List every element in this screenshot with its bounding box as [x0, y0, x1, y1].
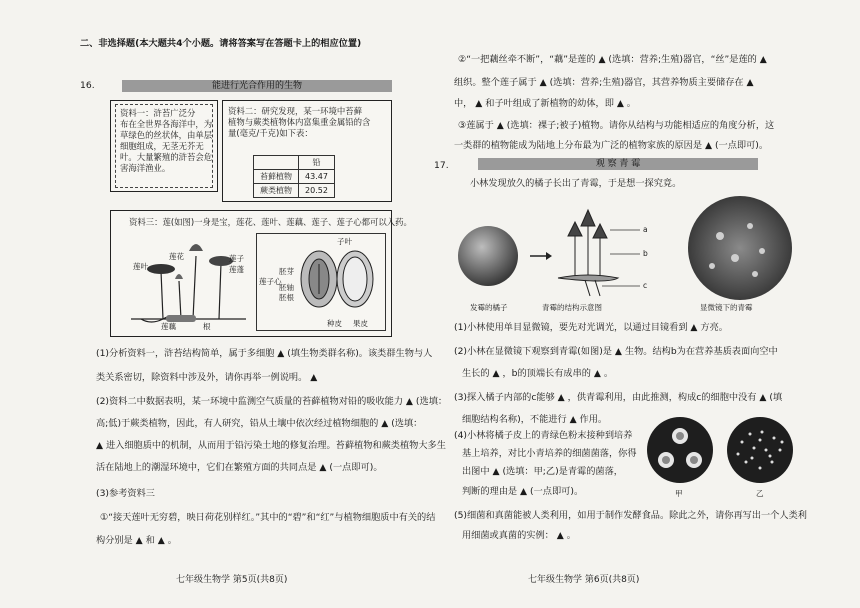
- material-2-box: [222, 100, 392, 202]
- q3-2-line: ②“一把藕丝牵不断”，“藕”是莲的 ▲ (选填：营养;生殖)器官，“丝”是莲的 ▲: [458, 54, 767, 65]
- q17-4-line: 出图中 ▲ (选填：甲;乙)是青霉的菌落，: [462, 466, 623, 477]
- table-header: 铅: [299, 156, 335, 170]
- label-plumule: 胚芽: [279, 267, 294, 276]
- material-1-box: [110, 100, 218, 192]
- q2-line: ▲ 进入细胞质中的机制，从而用于铅污染土地的修复治理。苔藓植物和蕨类植物大多生: [96, 440, 446, 451]
- q17-2-line: 生长的 ▲ ，b的顶端长有成串的 ▲ 。: [462, 368, 614, 379]
- table-row: [254, 170, 335, 184]
- label-radicle: 胚根: [279, 293, 294, 302]
- material-2-line: 量(毫克/千克)如下表：: [228, 128, 313, 138]
- q17-3-line: 细胞结构名称)，不能进行 ▲ 作用。: [462, 414, 608, 425]
- lead-content-table: [253, 155, 335, 198]
- table-cell: 43.47: [299, 170, 335, 184]
- material-1-line: 叶。大量繁殖的浒苔会危: [120, 152, 213, 162]
- material-1-line: 草绿色的丝状体，由单层: [120, 130, 213, 140]
- q3-2-line: 中， ▲ 和子叶组成了新植物的幼体，即 ▲ 。: [454, 98, 636, 109]
- q17-4-line: 判断的理由是 ▲ (一点即可)。: [462, 486, 584, 497]
- question-16-number: 16.: [80, 80, 95, 91]
- table-row: [254, 184, 335, 198]
- q17-2-line: (2)小林在显微镜下观察到青霉(如图)是 ▲ 生物。结构b为在营养基质表面向空中: [454, 346, 778, 357]
- label-cotyledon: 子叶: [337, 237, 352, 246]
- q1-line: (1)分析资料一，浒苔结构简单，属于多细胞 ▲ (填生物类群名称)。该类群生物与人: [96, 348, 433, 359]
- q17-5-line: (5)细菌和真菌能被人类利用，如用于制作发酵食品。除此之外，请你再写出一个人类利: [454, 510, 807, 521]
- label-b: b: [643, 249, 648, 258]
- label-lotus-seed: 莲子: [229, 254, 244, 263]
- material-3-title: 资料三：莲(如图)一身是宝，莲花、莲叶、莲藕、莲子、莲子心都可以入药。: [129, 217, 412, 227]
- petri-dishes: [642, 414, 802, 486]
- q3-3-line: 一类群的植物能成为陆地上分布最为广泛的植物家族的原因是 ▲ (一点即可)。: [454, 140, 769, 151]
- label-rootlet: 根: [203, 322, 211, 331]
- caption-moldy-orange: 发霉的橘子: [470, 303, 508, 312]
- material-1-text: [120, 108, 212, 174]
- q2-line: (2)资料二中数据表明，某一环境中监测空气质量的苔藓植物对铅的吸收能力 ▲ (选填：: [96, 396, 448, 407]
- q1-line: 类关系密切，除资料中涉及外，请你再举一例说明。 ▲: [96, 372, 318, 383]
- page-footer: 七年级生物学 第6页(共8页): [528, 575, 640, 585]
- label-pericarp: 果皮: [353, 319, 368, 328]
- q17-5-line: 用细菌或真菌的实例： ▲ 。: [462, 530, 576, 541]
- label-lotus-root: 莲藕: [161, 322, 176, 331]
- q3-1-line: 构分别是 ▲ 和 ▲ 。: [96, 535, 177, 546]
- dish-label-jia: 甲: [675, 489, 683, 498]
- caption-microscope: 显微镜下的青霉: [700, 303, 753, 312]
- label-seed-core: 莲子心: [259, 277, 282, 286]
- material-2-line: 植物与蕨类植物体内富集重金属铅的含: [228, 117, 371, 127]
- material-1-line: 资料一：浒苔广泛分: [120, 108, 196, 118]
- q3-3-line: ③莲属于 ▲ (选填：裸子;被子)植物。请你从结构与功能相适应的角度分析，这: [458, 120, 775, 131]
- label-c: c: [643, 281, 648, 290]
- table-cell: 20.52: [299, 184, 335, 198]
- seed-diagram: [256, 233, 386, 331]
- label-hypocotyl: 胚轴: [279, 283, 294, 292]
- label-lotus-leaf: 莲叶: [133, 262, 148, 271]
- label-seed-coat: 种皮: [327, 319, 342, 328]
- q2-line: 高;低)于蕨类植物，因此，有人研究，铅从土壤中依次经过植物细胞的 ▲ (选填：: [96, 418, 423, 429]
- material-1-line: 细胞组成，无茎无芥无: [120, 141, 204, 151]
- question-17-number: 17.: [434, 160, 449, 171]
- q17-1: (1)小林使用单目显微镜，要先对光调光，以通过目镜看到 ▲ 方亮。: [454, 322, 728, 333]
- label-lotus-flower: 莲花: [169, 252, 184, 261]
- q17-3-line: (3)探入橘子内部的c能够 ▲ ，供青霉利用，由此推测，构成c的细胞中没有 ▲ (填: [454, 392, 783, 403]
- q17-banner: 观 察 青 霉: [478, 158, 758, 170]
- q3-2-line: 组织。整个莲子属于 ▲ (选填：营养;生殖)器官，其营养物质主要储存在 ▲: [454, 77, 754, 88]
- label-lotus-pod: 莲蓬: [229, 265, 244, 274]
- q17-intro: 小林发现放久的橘子长出了青霉，于是想一探究竟。: [470, 178, 682, 189]
- material-3-box: [110, 210, 412, 337]
- q17-4-line: 基上培养，对比小青培养的细菌菌落，你得: [462, 448, 637, 459]
- right-page: [430, 0, 860, 608]
- label-a: a: [643, 225, 648, 234]
- table-cell: 苔藓植物: [254, 170, 299, 184]
- page-footer: 七年级生物学 第5页(共8页): [176, 575, 288, 585]
- material-1-line: 布在全世界各海洋中，为: [120, 119, 213, 129]
- caption-structure: 青霉的结构示意图: [542, 303, 602, 312]
- material-1-line: 害海洋渔业。: [120, 163, 171, 173]
- q3-1-line: ①“接天莲叶无穷碧，映日荷花别样红。”其中的“碧”和“红”与植物细胞质中有关的结: [100, 512, 436, 523]
- penicillium-figures: [450, 196, 810, 314]
- material-2-line: 资料二：研究发现，某一环境中苔藓: [228, 106, 362, 116]
- lotus-plant-illustration: [121, 231, 259, 331]
- q17-4-line: (4)小林将橘子皮上的青绿色粉末接种到培养: [454, 430, 633, 441]
- dish-label-yi: 乙: [756, 489, 764, 498]
- table-cell: 蕨类植物: [254, 184, 299, 198]
- q16-banner: 能进行光合作用的生物: [122, 80, 392, 92]
- q2-line: 活在陆地上的潮湿环境中，它们在繁殖方面的共同点是 ▲ (一点即可)。: [96, 462, 383, 473]
- q3-title: (3)参考资料三: [96, 488, 155, 499]
- section-heading: 二、非选择题(本大题共4个小题。请将答案写在答题卡上的相应位置): [80, 38, 362, 49]
